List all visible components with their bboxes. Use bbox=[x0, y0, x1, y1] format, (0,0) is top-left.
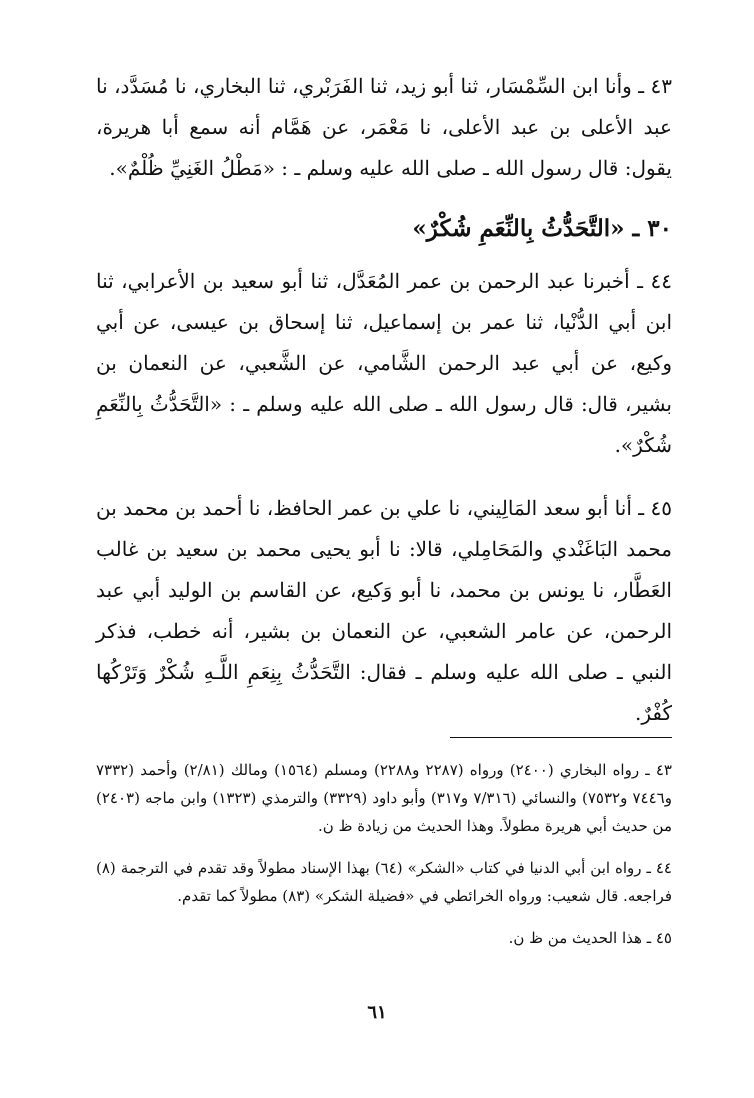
main-text-body bbox=[96, 66, 672, 734]
footnote-44: ٤٤ ـ رواه ابن أبي الدنيا في كتاب «الشكر» (٦٤) بهذا الإسناد مطولاً وقد تقدم في الترجمة (٨) فراجعه. قال شعيب: ورواه الخرائطي في «فضيلة الشكر» (٨٣) مطولاً كما تقدم. bbox=[96, 859, 672, 905]
hadith-45-paragraph: ٤٥ ـ أنا أبو سعد المَالِيني، نا علي بن عمر الحافظ، نا أحمد بن محمد بن محمد البَاغَنْدي والمَحَامِلي، قالا: نا أبو يحيى محمد بن سعيد بن غالب العَطَّار، نا يونس بن محمد، نا أبو وَكيع، عن القاسم بن الوليد أبي عبد الرحمن، عن عامر الشعبي، عن النعمان بن بشير، أنه خطب، فذكر النبي ـ صلى الله عليه وسلم ـ فقال: التَّحَدُّثُ بِنِعَمِ اللَّـهِ شُكْرٌ وَتَرْكُها كُفْرٌ. bbox=[96, 496, 672, 725]
hadith-43-paragraph: ٤٣ ـ وأنا ابن السِّمْسَار، ثنا أبو زيد، ثنا الفَرَبْري، ثنا البخاري، نا مُسَدَّد، نا عبد الأعلى بن عبد الأعلى، نا مَعْمَر، عن هَمَّام أنه سمع أبا هريرة، يقول: قال رسول الله ـ صلى الله عليه وسلم ـ : «مَطْلُ الغَنِيِّ ظُلْمٌ». bbox=[96, 74, 672, 180]
footnote-43: ٤٣ ـ رواه البخاري (٢٤٠٠) ورواه (٢٢٨٧ و٢٢٨٨) ومسلم (١٥٦٤) ومالك (٢/٨١) وأحمد (٧٣٣٢ و٧٤٤٦ و٧٥٣٢) والنسائي (٧/٣١٦ و٣١٧) وأبو داود (٣٣٢٩) والترمذي (١٣٢٣) وابن ماجه (٢٤٠٣) من حديث أبي هريرة مطولاً. وهذا الحديث من زيادة ظ ن. bbox=[96, 761, 672, 835]
footnotes-section bbox=[96, 756, 672, 952]
footnote-divider bbox=[450, 737, 672, 738]
footnote-45: ٤٥ ـ هذا الحديث من ظ ن. bbox=[508, 929, 672, 947]
hadith-44-paragraph: ٤٤ ـ أخبرنا عبد الرحمن بن عمر المُعَدَّل، ثنا أبو سعيد بن الأعرابي، ثنا ابن أبي الدُّنْيا، ثنا عمر بن إسماعيل، ثنا إسحاق بن عيسى، عن أبي وكيع، عن أبي عبد الرحمن الشَّامي، عن الشَّعبي، عن النعمان بن بشير، قال: قال رسول الله ـ صلى الله عليه وسلم ـ : «التَّحَدُّثُ بِالنِّعَمِ شُكْرٌ». bbox=[96, 269, 672, 457]
page-number: ٦١ bbox=[367, 1002, 387, 1023]
chapter-title: ٣٠ ـ «التَّحَدُّثُ بِالنِّعَمِ شُكْرٌ» bbox=[412, 215, 672, 242]
